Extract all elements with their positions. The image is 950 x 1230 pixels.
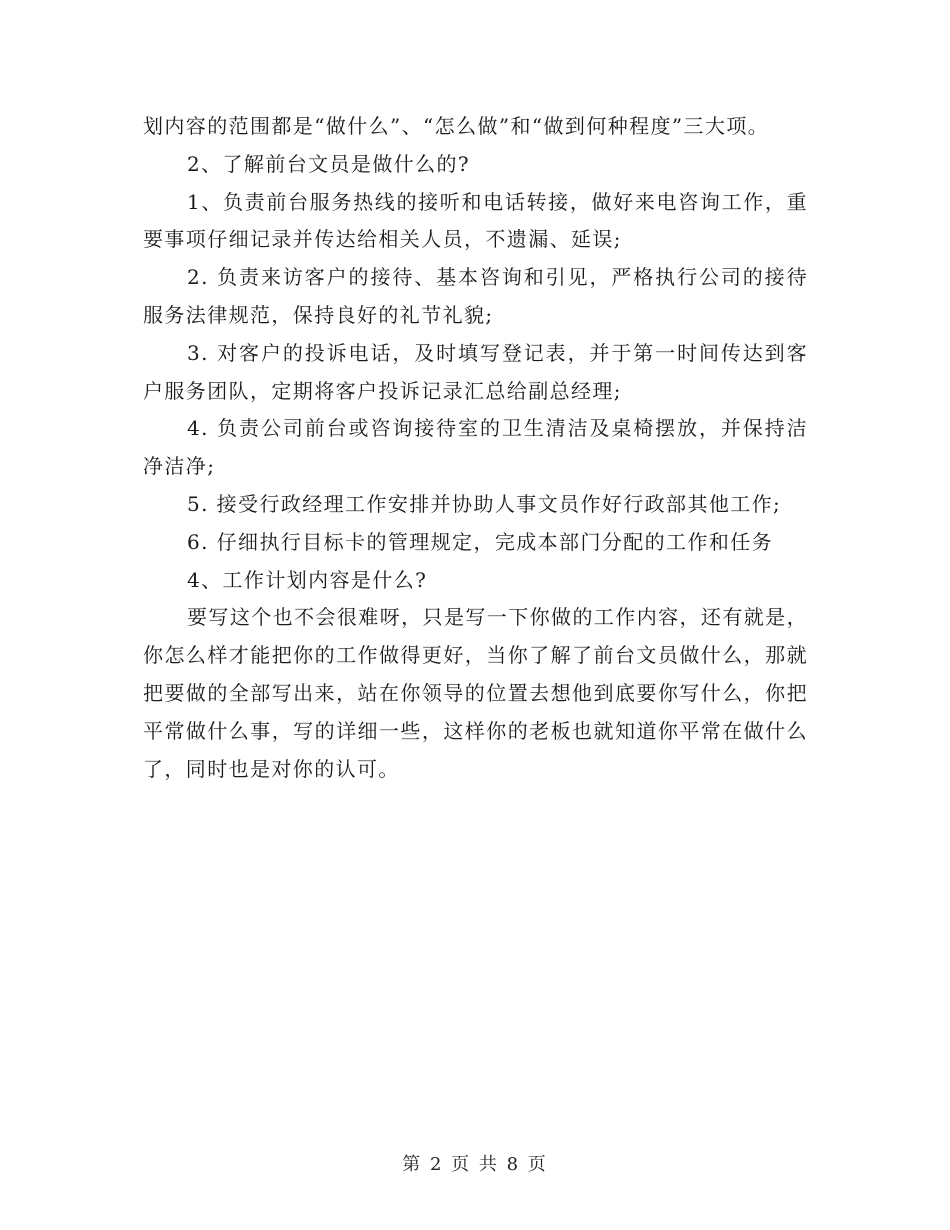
section-heading-4: 4、工作计划内容是什么?: [187, 567, 428, 592]
duty-item-4: 4. 负责公司前台或咨询接待室的卫生清洁及桌椅摆放，并保持洁净洁净;: [143, 416, 808, 479]
section-heading-2: 2、了解前台文员是做什么的?: [187, 151, 471, 176]
paragraph-continuation: 划内容的范围都是“做什么”、“怎么做”和“做到何种程度”三大项。: [143, 114, 770, 138]
duty-item-3: 3. 对客户的投诉电话，及时填写登记表，并于第一时间传达到客户服务团队，定期将客户投诉记录汇总给副总经理;: [143, 340, 808, 403]
duty-item-5: 5. 接受行政经理工作安排并协助人事文员作好行政部其他工作;: [187, 491, 782, 516]
document-body: [143, 108, 808, 788]
duty-item-2: 2. 负责来访客户的接待、基本咨询和引见，严格执行公司的接待服务法律规范，保持良好的礼节礼貌;: [143, 265, 808, 327]
duty-item-6: 6. 仔细执行目标卡的管理规定，完成本部门分配的工作和任务: [187, 529, 774, 554]
duty-item-1: 1、负责前台服务热线的接听和电话转接，做好来电咨询工作，重要事项仔细记录并传达给相关人员，不遗漏、延误;: [143, 189, 808, 252]
closing-paragraph: 要写这个也不会很难呀，只是写一下你做的工作内容，还有就是，你怎么样才能把你的工作做得更好，当你了解了前台文员做什么，那就把要做的全部写出来，站在你领导的位置去想他到底要你写什么，你把平常做什么事，写的详细一些，这样你的老板也就知道你平常在做什么了，同时也是对你的认可。: [143, 605, 808, 781]
page-number-footer: 第 2 页 共 8 页: [402, 1154, 548, 1175]
